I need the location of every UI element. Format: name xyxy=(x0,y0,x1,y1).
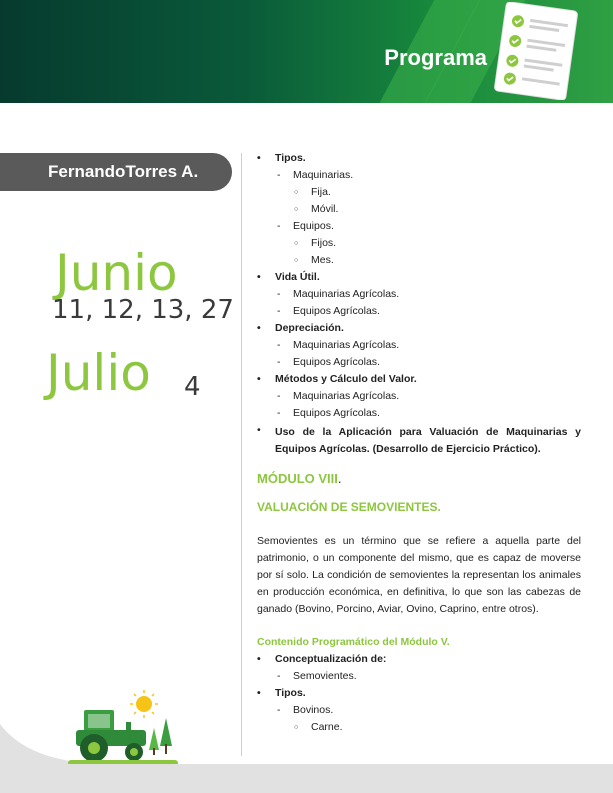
list-item xyxy=(257,303,581,320)
list-item-text: Uso de la Aplicación para Valuación de Maquinarias y Equipos Agrícolas. (Desarrollo de Ejercicio Práctico). xyxy=(275,426,581,455)
list-item-text: Semovientes. xyxy=(293,670,357,682)
list-item-text: Equipos Agrícolas. xyxy=(293,356,380,368)
bullet-marker: - xyxy=(277,288,281,300)
days-label: 4 xyxy=(184,372,201,402)
tractor-icon xyxy=(66,688,184,766)
list-item xyxy=(257,252,581,269)
module-subtitle: VALUACIÓN DE SEMOVIENTES. xyxy=(257,500,441,514)
module-title xyxy=(257,471,581,486)
list-item-text: Bovinos. xyxy=(293,704,334,716)
bullet-marker: - xyxy=(277,339,281,351)
instructor-name: FernandoTorres A. xyxy=(48,162,199,181)
bullet-marker: • xyxy=(257,322,261,334)
list-item xyxy=(257,702,581,719)
module-paragraph: Semovientes es un término que se refiere a aquella parte del patrimonio, o un componente del mismo, que es capaz de moverse por sí solo. La condición de semovientes la representan los animales en producción económica, en definitiva, lo que son las cabezas de ganado (Bovino, Porcino, Aviar, Ovino, Caprino, entre otros). xyxy=(257,535,581,615)
list-item xyxy=(257,320,581,337)
list-item xyxy=(257,424,581,458)
bullet-marker: - xyxy=(277,407,281,419)
list-item-text: Depreciación. xyxy=(275,322,344,334)
list-item-text: Fijos. xyxy=(311,237,337,249)
list-item xyxy=(257,167,581,184)
bullet-marker: - xyxy=(277,220,281,232)
list-item xyxy=(257,218,581,235)
list-item-text: Equipos Agrícolas. xyxy=(293,407,380,419)
program-content xyxy=(257,150,581,736)
list-item xyxy=(257,388,581,405)
list-item-text: Móvil. xyxy=(311,203,339,215)
list-item-text: Fija. xyxy=(311,186,331,198)
month-label: Junio xyxy=(55,244,178,302)
bullet-marker: ○ xyxy=(294,240,299,247)
month-label: Julio xyxy=(46,344,151,402)
list-item-text: Mes. xyxy=(311,254,334,266)
bullet-marker: - xyxy=(277,704,281,716)
list-item xyxy=(257,235,581,252)
module-title-text: MÓDULO VIII xyxy=(257,471,338,486)
list-item-text: Carne. xyxy=(311,721,343,733)
contenido-heading: Contenido Programático del Módulo V. xyxy=(257,636,450,648)
bullet-marker: - xyxy=(277,305,281,317)
list-item-text: Vida Útil. xyxy=(275,271,320,283)
footer-band xyxy=(0,764,613,793)
list-item xyxy=(257,685,581,702)
bullet-marker: • xyxy=(257,152,261,164)
list-item-text: Tipos. xyxy=(275,152,306,164)
list-item-text: Maquinarias Agrícolas. xyxy=(293,390,400,402)
list-item-text: Métodos y Cálculo del Valor. xyxy=(275,373,417,385)
bullet-marker: ○ xyxy=(294,257,299,264)
list-item xyxy=(257,668,581,685)
bullet-marker: - xyxy=(277,670,281,682)
list-item-text: Equipos Agrícolas. xyxy=(293,305,380,317)
list-item xyxy=(257,286,581,303)
list-item xyxy=(257,371,581,388)
list-item-text: Tipos. xyxy=(275,687,306,699)
bullet-marker: - xyxy=(277,169,281,181)
bullet-marker: ○ xyxy=(294,206,299,213)
topic-list xyxy=(257,150,581,422)
bullet-marker: • xyxy=(257,687,261,699)
list-item xyxy=(257,337,581,354)
bullet-marker: • xyxy=(257,373,261,385)
list-item-text: Maquinarias Agrícolas. xyxy=(293,288,400,300)
list-item-text: Maquinarias Agrícolas. xyxy=(293,339,400,351)
header-banner xyxy=(0,0,613,103)
list-item xyxy=(257,405,581,422)
checklist-icon xyxy=(490,2,582,100)
list-item-text: Conceptualización de: xyxy=(275,653,387,665)
bullet-marker: • xyxy=(257,653,261,665)
list-item xyxy=(257,651,581,668)
list-item xyxy=(257,269,581,286)
bullet-marker: ○ xyxy=(294,189,299,196)
list-item xyxy=(257,201,581,218)
column-divider xyxy=(241,153,242,756)
days-label: 11, 12, 13, 27 xyxy=(52,295,234,325)
bullet-marker: ○ xyxy=(294,724,299,731)
list-item-text: Maquinarias. xyxy=(293,169,354,181)
list-item xyxy=(257,354,581,371)
module-title-suffix: . xyxy=(337,471,342,486)
list-item xyxy=(257,184,581,201)
page-title: Programa xyxy=(384,45,487,70)
bullet-marker: • xyxy=(257,424,261,436)
bullet-marker: • xyxy=(257,271,261,283)
bullet-marker: - xyxy=(277,356,281,368)
list-item xyxy=(257,150,581,167)
list-item-text: Equipos. xyxy=(293,220,334,232)
bullet-marker: - xyxy=(277,390,281,402)
